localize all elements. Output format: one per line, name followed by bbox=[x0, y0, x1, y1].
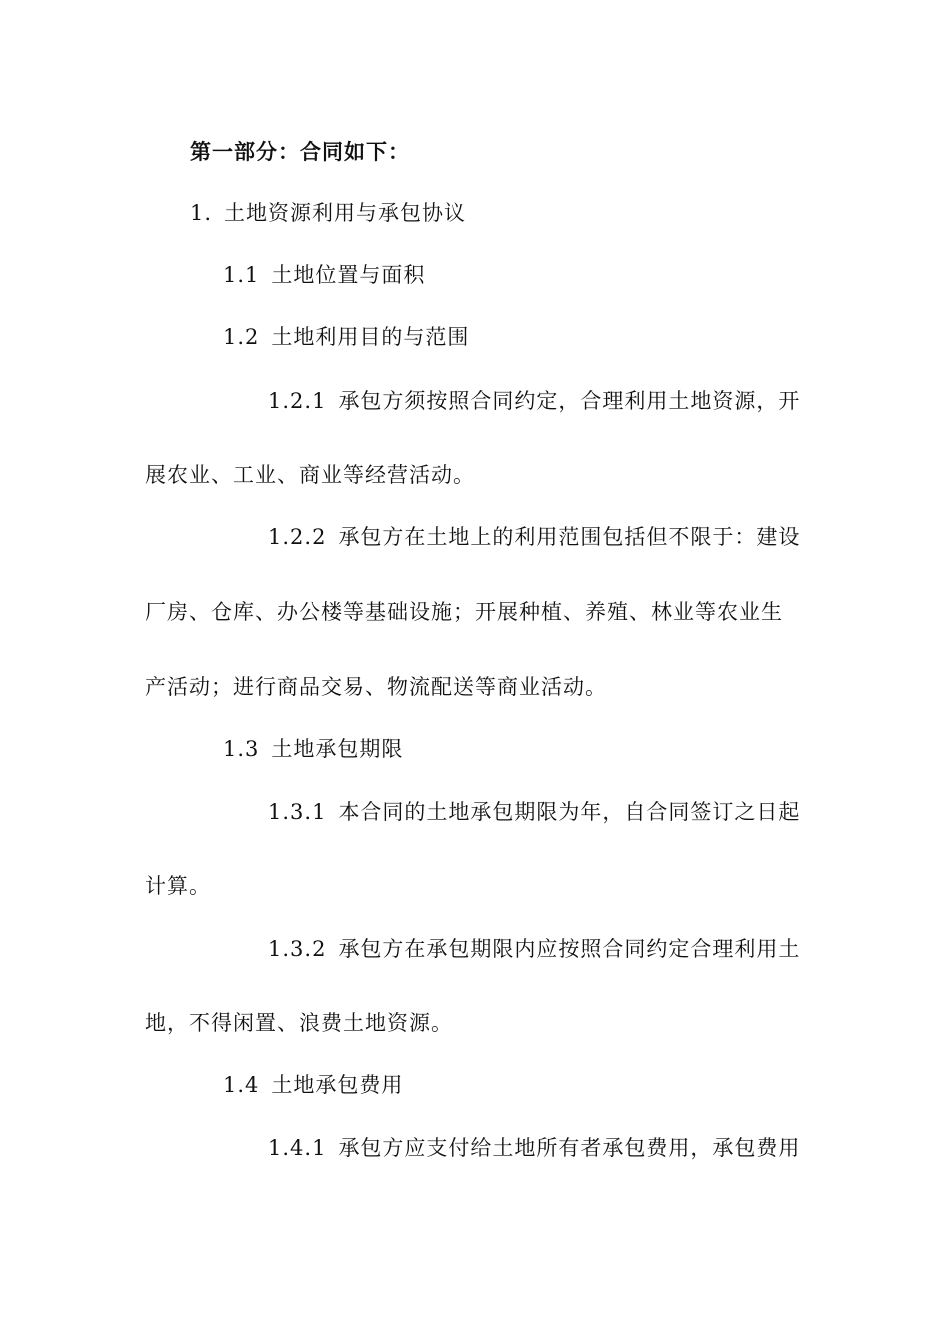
section-number: 1.3 bbox=[223, 737, 260, 761]
section-number: 1.4 bbox=[223, 1073, 260, 1097]
section-1-3 bbox=[223, 734, 403, 764]
clause-1-3-1-line-1 bbox=[268, 797, 800, 827]
clause-text: 承包方须按照合同约定，合理利用土地资源，开 bbox=[338, 389, 801, 413]
clause-text: 承包方应支付给土地所有者承包费用，承包费用 bbox=[338, 1136, 801, 1160]
clause-1-3-1-line-2: 计算。 bbox=[145, 874, 211, 898]
section-title: 土地利用目的与范围 bbox=[271, 325, 470, 349]
clause-1-3-2-line-2: 地，不得闲置、浪费土地资源。 bbox=[145, 1011, 453, 1035]
section-1-2 bbox=[223, 322, 469, 352]
clause-number: 1.4.1 bbox=[268, 1136, 327, 1160]
section-1 bbox=[190, 198, 466, 228]
clause-1-2-2-line-1 bbox=[268, 522, 800, 552]
clause-1-2-2-line-2: 厂房、仓库、办公楼等基础设施；开展种植、养殖、林业等农业生 bbox=[145, 600, 783, 624]
section-title: 土地承包期限 bbox=[271, 737, 404, 761]
clause-number: 1.3.2 bbox=[268, 937, 327, 961]
clause-1-3-2-line-1 bbox=[268, 934, 800, 964]
clause-1-2-1-line-2: 展农业、工业、商业等经营活动。 bbox=[145, 463, 475, 487]
clause-text: 承包方在土地上的利用范围包括但不限于：建设 bbox=[338, 525, 801, 549]
section-number: 1. bbox=[190, 201, 213, 225]
clause-number: 1.2.2 bbox=[268, 525, 327, 549]
section-title: 土地资源利用与承包协议 bbox=[224, 201, 467, 225]
section-title: 土地位置与面积 bbox=[271, 263, 426, 287]
clause-1-2-1-line-1 bbox=[268, 386, 800, 416]
section-1-1 bbox=[223, 260, 425, 290]
section-number: 1.1 bbox=[223, 263, 260, 287]
section-1-4 bbox=[223, 1070, 403, 1100]
clause-1-4-1-line-1 bbox=[268, 1133, 800, 1163]
clause-1-2-2-line-3: 产活动；进行商品交易、物流配送等商业活动。 bbox=[145, 675, 607, 699]
section-number: 1.2 bbox=[223, 325, 260, 349]
section-title: 土地承包费用 bbox=[271, 1073, 404, 1097]
part-heading: 第一部分：合同如下： bbox=[190, 140, 410, 164]
clause-number: 1.2.1 bbox=[268, 389, 327, 413]
clause-text: 承包方在承包期限内应按照合同约定合理利用土 bbox=[338, 937, 801, 961]
clause-text: 本合同的土地承包期限为年，自合同签订之日起 bbox=[338, 800, 801, 824]
clause-number: 1.3.1 bbox=[268, 800, 327, 824]
